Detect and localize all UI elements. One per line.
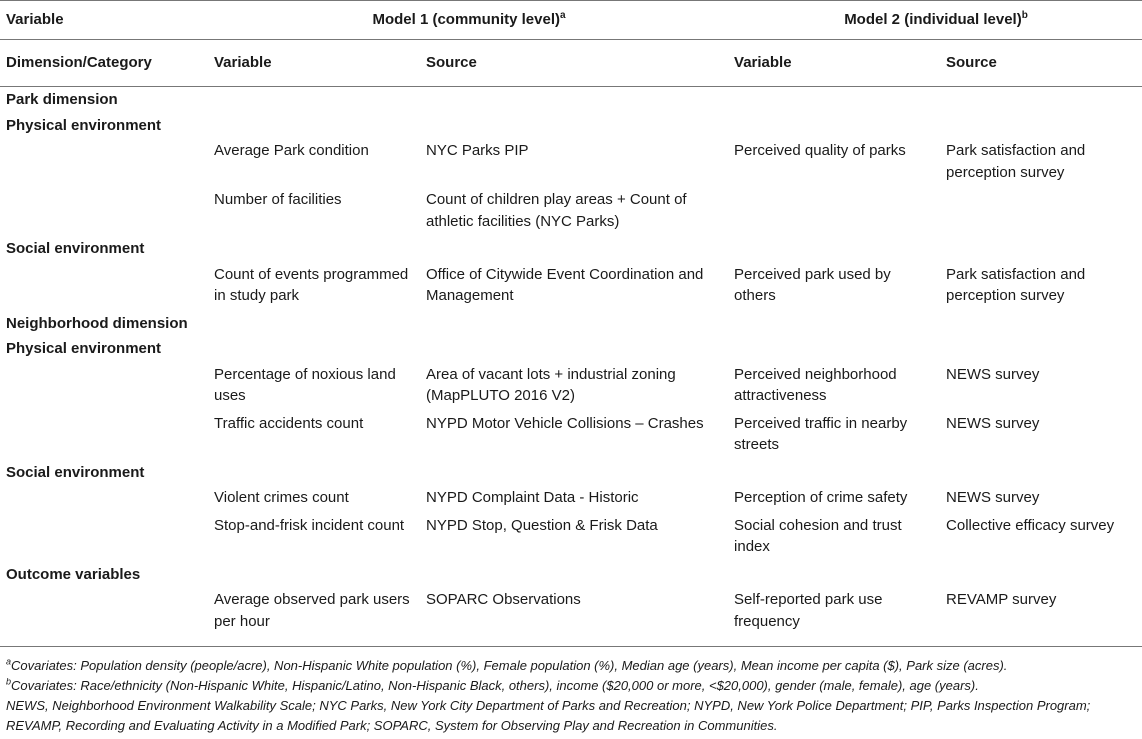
section-neighborhood-dimension: Neighborhood dimension	[6, 314, 188, 332]
cell-empty	[0, 362, 208, 411]
cell-m2-source: REVAMP survey	[940, 587, 1142, 647]
cell-empty	[0, 513, 208, 562]
cell-m2-source: Park satisfaction and perception survey	[946, 265, 1086, 304]
header-variable: Variable	[0, 1, 208, 40]
header-m2-variable: Variable	[728, 40, 940, 87]
cell-empty	[0, 262, 208, 311]
footnote-a-marker: a	[6, 656, 12, 667]
cell-m1-source: NYPD Complaint Data - Historic	[426, 489, 639, 506]
table-row	[0, 485, 1142, 513]
footnote-b-marker: b	[6, 676, 12, 687]
cell-m1-source: NYC Parks PIP	[426, 142, 529, 159]
cell-empty	[0, 138, 208, 187]
table-footnotes	[6, 656, 1138, 736]
section-park-physical: Physical environment	[6, 116, 162, 134]
cell-m2-variable: Perceived traffic in nearby streets	[734, 414, 908, 453]
cell-m2-source	[940, 187, 1142, 236]
footnote-b-text: Covariates: Race/ethnicity (Non-Hispanic White, Hispanic/Latino, Non-Hispanic Black, others), income ($20,000 or more, <$20,000), gender (male, female), age (years).	[11, 678, 979, 693]
cell-m2-variable: Perceived neighborhood attractiveness	[734, 365, 897, 404]
header-model1-label: Model 1 (community level)	[372, 11, 560, 29]
header-m1-variable: Variable	[208, 40, 420, 87]
cell-m1-source: Area of vacant lots + industrial zoning (MapPLUTO 2016 V2)	[426, 365, 676, 404]
cell-m2-source: Park satisfaction and perception survey	[946, 142, 1086, 181]
footnote-a-text: Covariates: Population density (people/acre), Non-Hispanic White population (%), Female population (%), Median age (years), Mean income per capita ($), Park size (acres).	[11, 658, 1008, 673]
cell-m2-variable: Perceived park used by others	[734, 265, 891, 304]
table-row	[0, 411, 1142, 460]
section-neighborhood-physical: Physical environment	[6, 340, 162, 357]
header-m2-source: Source	[940, 40, 1142, 87]
footnote-a	[6, 656, 1138, 676]
header-model1-sup: a	[560, 10, 566, 22]
header-row-1	[0, 1, 1142, 40]
section-park-dimension: Park dimension	[6, 91, 118, 108]
cell-m1-variable: Count of events programmed in study park	[214, 265, 409, 304]
section-row	[0, 336, 1142, 362]
table-row	[0, 262, 1142, 311]
cell-m2-source: NEWS survey	[946, 365, 1040, 383]
cell-m2-source: Collective efficacy survey	[946, 516, 1115, 534]
cell-m1-source: NYPD Stop, Question & Frisk Data	[426, 516, 658, 534]
header-model1	[208, 1, 728, 40]
cell-m2-source: NEWS survey	[946, 489, 1040, 506]
header-dimension-category: Dimension/Category	[0, 40, 208, 87]
table-row	[0, 513, 1142, 562]
cell-m1-source: SOPARC Observations	[420, 587, 728, 647]
cell-m2-variable: Social cohesion and trust index	[734, 516, 902, 555]
cell-m1-source: Office of Citywide Event Coordination and Management	[426, 265, 704, 304]
section-neighborhood-social: Social environment	[6, 463, 145, 481]
cell-m2-source: NEWS survey	[946, 414, 1040, 432]
cell-m1-variable: Violent crimes count	[214, 489, 349, 506]
cell-m2-variable	[728, 187, 940, 236]
cell-m1-variable: Average observed park users per hour	[208, 587, 420, 647]
header-model2-sup: b	[1021, 10, 1028, 22]
cell-m2-variable: Perception of crime safety	[734, 489, 908, 506]
cell-empty	[0, 411, 208, 460]
cell-m1-variable: Percentage of noxious land uses	[214, 365, 396, 404]
header-m1-source: Source	[420, 40, 728, 87]
section-outcome: Outcome variables	[6, 565, 141, 583]
table-row	[0, 187, 1142, 236]
cell-m1-source: NYPD Motor Vehicle Collisions – Crashes	[426, 414, 704, 432]
table-row	[0, 138, 1142, 187]
footnote-abbreviations: NEWS, Neighborhood Environment Walkability Scale; NYC Parks, New York City Department of Parks and Recreation; NYPD, New York Police Department; PIP, Parks Inspection Program; REVAMP, Recording and Evaluating Activity in a Modified Park; SOPARC, System for Observing Play and Recreation in Communities.	[6, 698, 1091, 733]
cell-m1-variable: Traffic accidents count	[214, 414, 364, 432]
cell-m1-variable: Stop-and-frisk incident count	[214, 516, 405, 534]
cell-m1-variable: Number of facilities	[214, 191, 342, 208]
cell-m2-variable: Self-reported park use frequency	[728, 587, 940, 647]
cell-m1-variable: Average Park condition	[214, 142, 369, 159]
section-row	[0, 311, 1142, 337]
footnote-b	[6, 676, 1138, 696]
table-row	[0, 362, 1142, 411]
cell-empty	[0, 587, 208, 647]
table-row	[0, 587, 1142, 647]
section-row	[0, 460, 1142, 486]
section-row	[0, 236, 1142, 262]
section-park-social: Social environment	[6, 240, 145, 257]
cell-empty	[0, 187, 208, 236]
section-row	[0, 113, 1142, 139]
header-model2	[728, 1, 1142, 40]
cell-m1-source: Count of children play areas + Count of athletic facilities (NYC Parks)	[426, 191, 687, 230]
cell-empty	[0, 485, 208, 513]
header-model2-label: Model 2 (individual level)	[844, 11, 1022, 29]
cell-m2-variable: Perceived quality of parks	[734, 142, 906, 159]
section-row	[0, 562, 1142, 588]
header-row-2	[0, 40, 1142, 87]
section-row	[0, 87, 1142, 113]
